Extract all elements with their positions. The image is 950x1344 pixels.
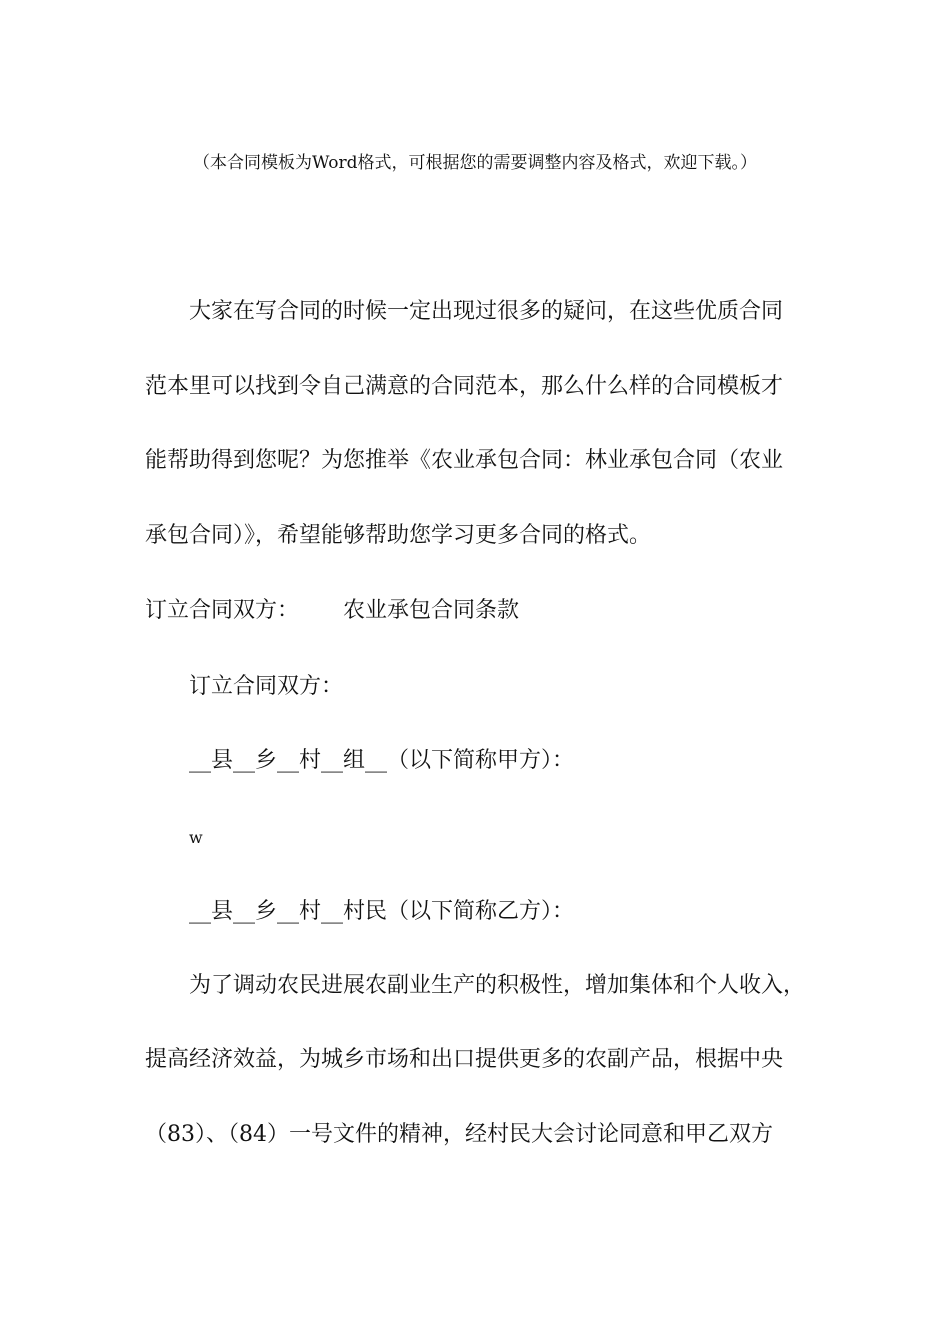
party-b-line: __县__乡__村__村民（以下简称乙方）： [189, 899, 575, 924]
heading-title: 农业承包合同条款 [343, 598, 520, 623]
intro-line-3: 能帮助得到您呢？为您推举《农业承包合同：林业承包合同（农业 [145, 448, 784, 473]
intro-line-2: 范本里可以找到令自己满意的合同范本，那么什么样的合同模板才 [145, 374, 784, 399]
party-a-line: __县__乡__村__组__（以下简称甲方）： [189, 748, 575, 773]
body-line-3: （83）、（84）一号文件的精神，经村民大会讨论同意和甲乙双方 [145, 1122, 773, 1147]
and-mark: w [189, 828, 203, 847]
body-line-2: 提高经济效益，为城乡市场和出口提供更多的农副产品，根据中央 [145, 1047, 784, 1072]
heading-parties-label: 订立合同双方： [145, 598, 300, 623]
parties-label: 订立合同双方： [189, 674, 344, 699]
section-heading [145, 596, 805, 626]
intro-line-1: 大家在写合同的时候一定出现过很多的疑问，在这些优质合同 [189, 299, 784, 324]
intro-line-4: 承包合同）》，希望能够帮助您学习更多合同的格式。 [145, 523, 652, 548]
body-line-1: 为了调动农民进展农副业生产的积极性，增加集体和个人收入， [189, 973, 806, 998]
template-note: （本合同模板为Word格式，可根据您的需要调整内容及格式，欢迎下载。） [192, 153, 758, 173]
